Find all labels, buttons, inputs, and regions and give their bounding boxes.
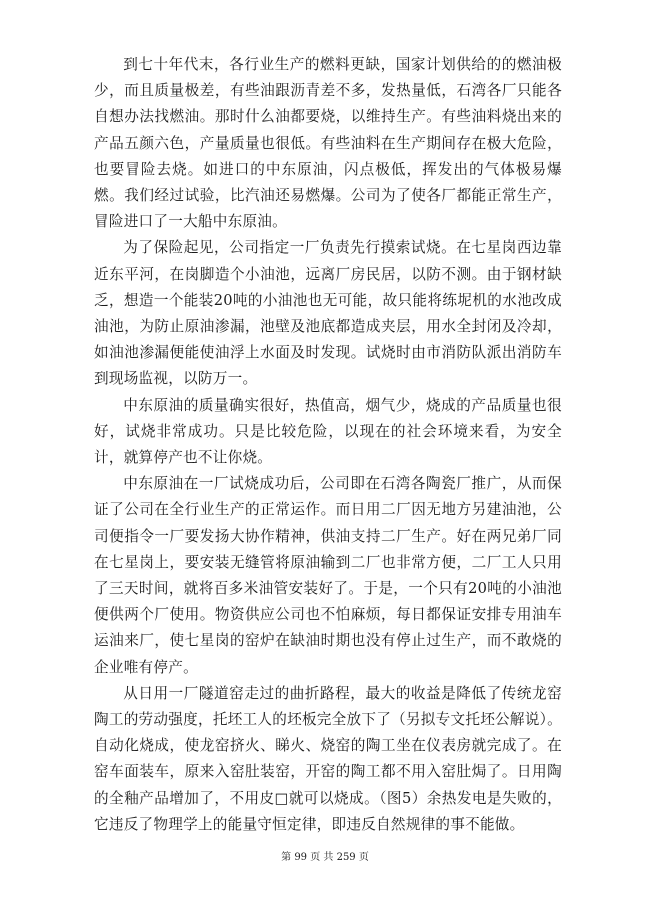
page-number-footer: 第 99 页 共 259 页 bbox=[281, 852, 369, 863]
paragraph-4: 中东原油在一厂试烧成功后，公司即在石湾各陶瓷厂推广，从而保证了公司在全行业生产的正常运作。而日用二厂因无地方另建油池，公司便指令一厂要发扬大协作精神，供油支持二厂生产。好在两兄弟厂同在七星岗上，要安装无缝管将原油输到二厂也非常方便，二厂工人只用了三天时间，就将百多米油管安装好了。于是，一个只有20吨的小油池便供两个厂使用。物资供应公司也不怕麻烦，每日都保证安排专用油车运油来厂，使七星岗的窑炉在缺油时期也没有停止过生产，而不敢烧的企业唯有停产。 bbox=[94, 475, 562, 676]
body-text bbox=[94, 52, 562, 838]
paragraph-1: 到七十年代末，各行业生产的燃料更缺，国家计划供给的的燃油极少，而且质量极差，有些油跟沥青差不多，发热量低，石湾各厂只能各自想办法找燃油。那时什么油都要烧，以维持生产。有些油料烧出来的产品五颜六色，产量质量也很低。有些油料在生产期间存在极大危险，也要冒险去烧。如进口的中东原油，闪点极低，挥发出的气体极易爆燃。我们经过试验，比汽油还易燃爆。公司为了使各厂都能正常生产，冒险进口了一大船中东原油。 bbox=[94, 56, 562, 231]
paragraph-2: 为了保险起见，公司指定一厂负责先行摸索试烧。在七星岗西边靠近东平河，在岗脚造个小油池，远离厂房民居，以防不测。由于钢材缺乏，想造一个能装20吨的小油池也无可能，故只能将练坭机的水池改成油池，为防止原油渗漏，池壁及池底都造成夹层，用水全封闭及冷却，如油池渗漏便能使油浮上水面及时发现。试烧时由市消防队派出消防车到现场监视，以防万一。 bbox=[94, 239, 562, 388]
paragraph-3: 中东原油的质量确实很好，热值高，烟气少，烧成的产品质量也很好，试烧非常成功。只是比较危险，以现在的社会环境来看，为安全计，就算停产也不让你烧。 bbox=[94, 396, 562, 467]
paragraph-5: 从日用一厂隧道窑走过的曲折路程，最大的收益是降低了传统龙窑陶工的劳动强度，托坯工人的坯板完全放下了（另拟专文托坯公解说）。自动化烧成，使龙窑挤火、睇火、烧窑的陶工坐在仪表房就完成了。在窑车面装车，原来入窑肚装窑，开窑的陶工都不用入窑肚焗了。日用陶的全釉产品增加了，不用皮□就可以烧成。（图5）余热发电是失败的，它违反了物理学上的能量守恒定律，即违反自然规律的事不能做。 bbox=[94, 684, 562, 833]
